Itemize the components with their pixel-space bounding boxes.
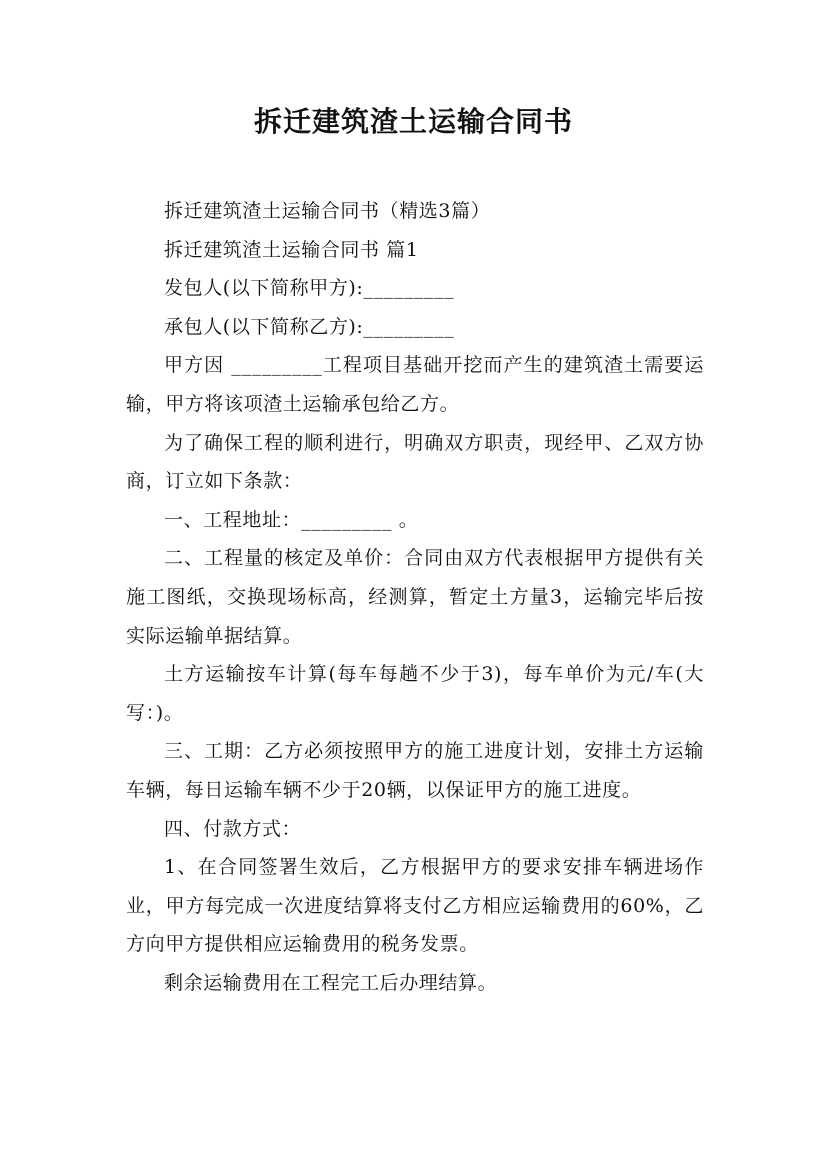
- paragraph-clause-schedule: 三、工期：乙方必须按照甲方的施工进度计划，安排土方运输车辆，每日运输车辆不少于20辆，以保证甲方的施工进度。: [126, 740, 704, 801]
- paragraph-clause-unit-price: 土方运输按车计算(每车每趟不少于3)，每车单价为元/车(大写：)。: [126, 663, 704, 724]
- paragraph-clause-payment: 四、付款方式：: [164, 817, 302, 840]
- paragraph-clause-address: 一、工程地址：_________ 。: [164, 508, 419, 531]
- paragraph-party-a: 发包人(以下简称甲方):_________: [164, 277, 455, 300]
- paragraph-party-b: 承包人(以下简称乙方):_________: [164, 315, 455, 338]
- document-body: [126, 192, 704, 1002]
- paragraph-clause-quantity: 二、工程量的核定及单价：合同由双方代表根据甲方提供有关施工图纸，交换现场标高，经测算，暂定土方量3，运输完毕后按实际运输单据结算。: [126, 547, 704, 647]
- paragraph-subtitle: 拆迁建筑渣土运输合同书（精选3篇）: [164, 200, 491, 222]
- paragraph-project-intro: 甲方因 _________工程项目基础开挖而产生的建筑渣土需要运输，甲方将该项渣土运输承包给乙方。: [126, 354, 704, 415]
- paragraph-purpose: 为了确保工程的顺利进行，明确双方职责，现经甲、乙双方协商，订立如下条款：: [126, 431, 704, 493]
- paragraph-payment-remainder: 剩余运输费用在工程完工后办理结算。: [164, 971, 498, 994]
- document-title: 拆迁建筑渣土运输合同书: [253, 105, 573, 138]
- paragraph-section-heading: 拆迁建筑渣土运输合同书 篇1: [164, 238, 419, 261]
- paragraph-payment-item-1: 1、在合同签署生效后，乙方根据甲方的要求安排车辆进场作业，甲方每完成一次进度结算将支付乙方相应运输费用的60%，乙方向甲方提供相应运输费用的税务发票。: [126, 856, 704, 956]
